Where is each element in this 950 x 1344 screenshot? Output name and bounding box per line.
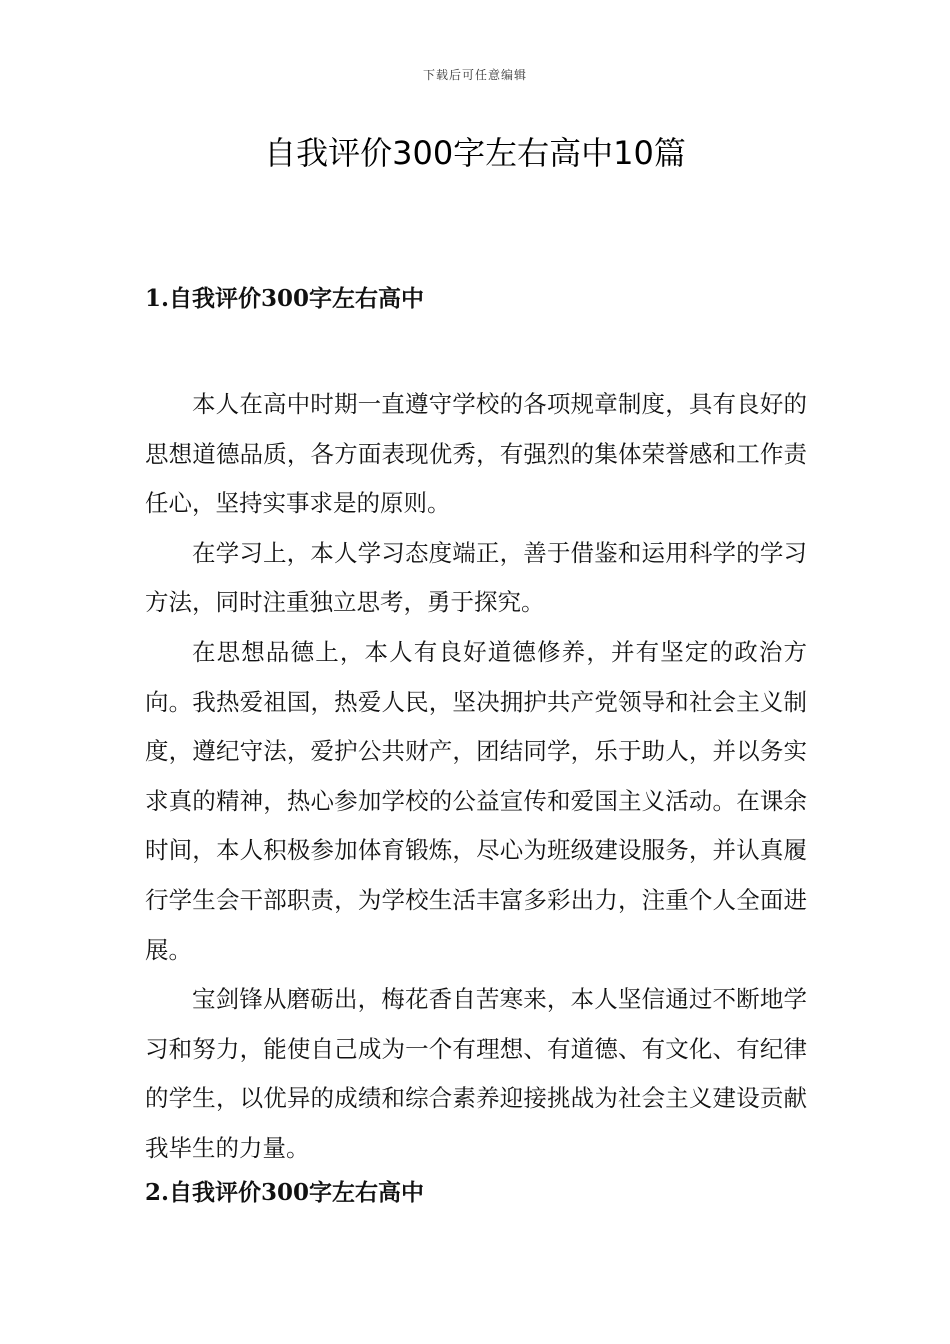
section-heading-1: 1.自我评价300字左右高中 bbox=[145, 285, 425, 312]
paragraph: 本人在高中时期一直遵守学校的各项规章制度，具有良好的思想道德品质，各方面表现优秀，有强烈的集体荣誉感和工作责任心，坚持实事求是的原则。 bbox=[145, 390, 807, 518]
header-note: 下载后可任意编辑 bbox=[422, 68, 527, 82]
section-1-body bbox=[145, 380, 807, 1174]
paragraph: 在思想品德上，本人有良好道德修养，并有坚定的政治方向。我热爱祖国，热爱人民，坚决拥护共产党领导和社会主义制度，遵纪守法，爱护公共财产，团结同学，乐于助人，并以务实求真的精神，热心参加学校的公益宣传和爱国主义活动。在课余时间，本人积极参加体育锻炼，尽心为班级建设服务，并认真履行学生会干部职责，为学校生活丰富多彩出力，注重个人全面进展。 bbox=[145, 637, 807, 964]
section-heading-2: 2.自我评价300字左右高中 bbox=[145, 1179, 425, 1206]
paragraph: 宝剑锋从磨砺出，梅花香自苦寒来，本人坚信通过不断地学习和努力，能使自己成为一个有理想、有道德、有文化、有纪律的学生，以优异的成绩和综合素养迎接挑战为社会主义建设贡献我毕生的力量。 bbox=[145, 985, 807, 1162]
document-title: 自我评价300字左右高中10篇 bbox=[264, 134, 686, 172]
paragraph: 在学习上，本人学习态度端正，善于借鉴和运用科学的学习方法，同时注重独立思考，勇于探究。 bbox=[145, 538, 807, 617]
